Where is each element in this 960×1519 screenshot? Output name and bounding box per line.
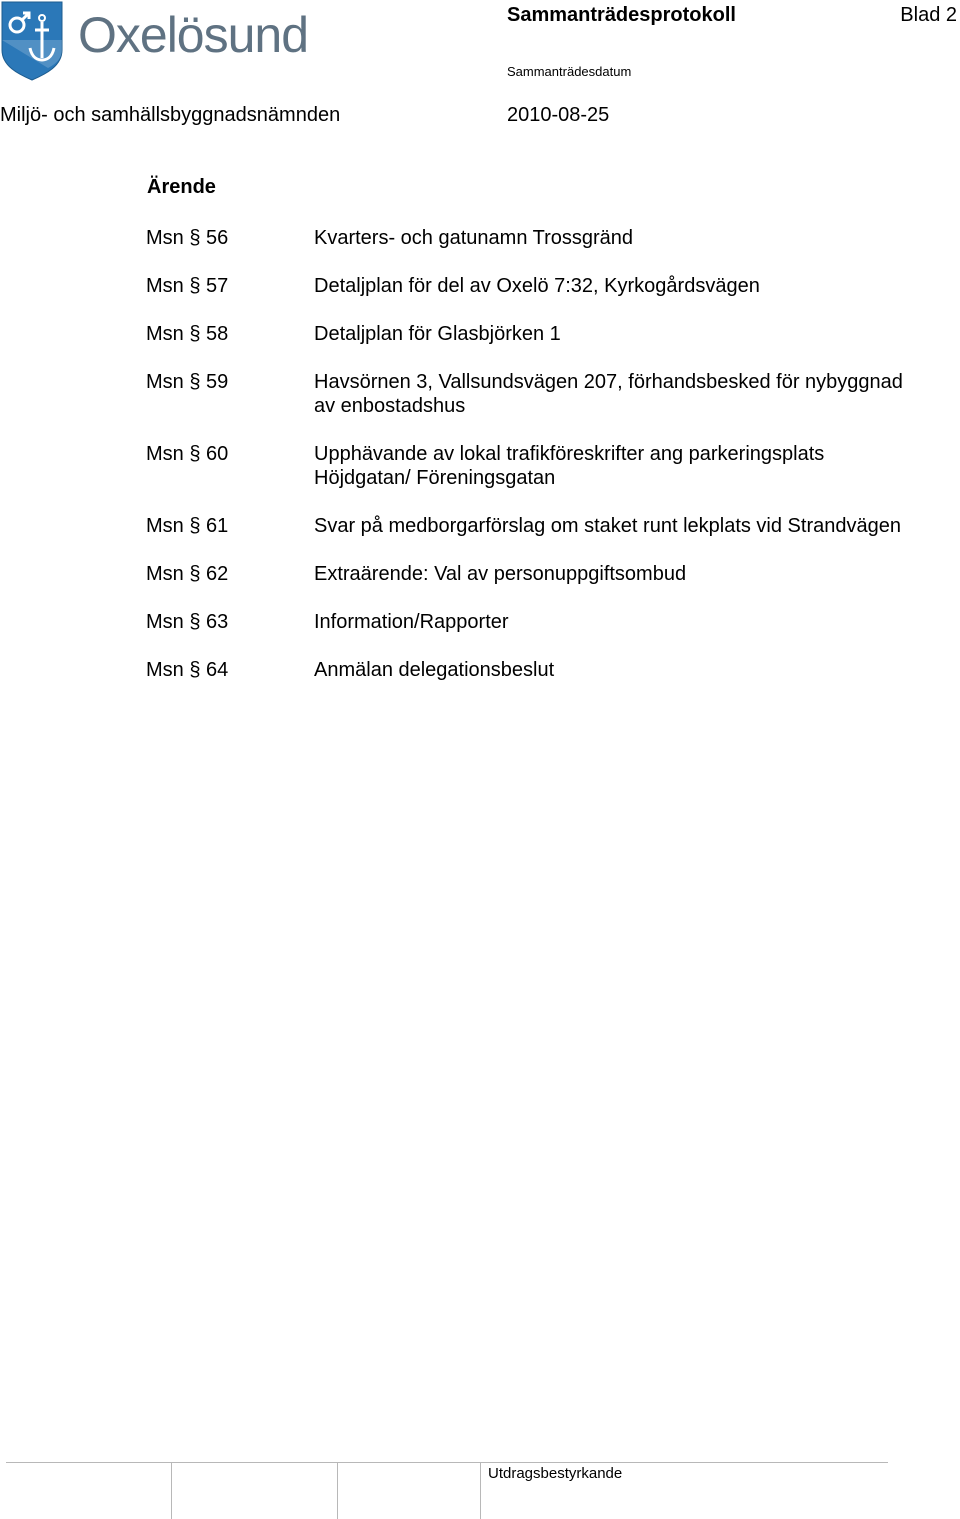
footer-divider [171, 1463, 172, 1519]
agenda-item-number: Msn § 62 [146, 563, 229, 585]
agenda-item [146, 562, 960, 586]
meeting-date-label: Sammanträdesdatum [507, 64, 632, 79]
agenda-item [146, 610, 960, 634]
footer-divider [480, 1463, 481, 1519]
document-title: Sammanträdesprotokoll [507, 4, 736, 26]
agenda-item [146, 442, 960, 490]
agenda-item-title: Anmälan delegationsbeslut [314, 659, 555, 681]
oxelosund-logo [0, 0, 345, 84]
agenda-item-number: Msn § 58 [146, 323, 229, 345]
agenda-item-title: Detaljplan för Glasbjörken 1 [314, 323, 561, 345]
agenda-item-number: Msn § 64 [146, 659, 229, 681]
sheet-number: Blad 2 [900, 4, 957, 26]
certification-label: Utdragsbestyrkande [488, 1465, 623, 1482]
agenda-item [146, 514, 960, 538]
agenda-item-title: Svar på medborgarförslag om staket runt lekplats vid Strandvägen [314, 515, 901, 537]
agenda-item-number: Msn § 59 [146, 371, 229, 393]
agenda-item-title: Detaljplan för del av Oxelö 7:32, Kyrkogårdsvägen [314, 275, 760, 297]
agenda-item [146, 322, 960, 346]
agenda-item-title: Information/Rapporter [314, 611, 509, 633]
agenda-item-number: Msn § 60 [146, 443, 229, 465]
agenda-item-number: Msn § 56 [146, 227, 229, 249]
signature-footer [6, 1462, 888, 1519]
agenda-item-title: Kvarters- och gatunamn Trossgränd [314, 227, 634, 249]
agenda-item-title: Extraärende: Val av personuppgiftsombud [314, 563, 687, 585]
agenda-item [146, 370, 960, 418]
meeting-date: 2010-08-25 [507, 104, 610, 126]
agenda-item [146, 274, 960, 298]
committee-name: Miljö- och samhällsbyggnadsnämnden [0, 104, 341, 126]
agenda-item [146, 226, 960, 250]
agenda-item-number: Msn § 57 [146, 275, 229, 297]
agenda-heading: Ärende [147, 176, 216, 198]
footer-divider [337, 1463, 338, 1519]
agenda-item [146, 658, 960, 682]
agenda-item-number: Msn § 61 [146, 515, 229, 537]
agenda-item-number: Msn § 63 [146, 611, 229, 633]
agenda-item-title: Havsörnen 3, Vallsundsvägen 207, förhandsbesked för nybyggnad av enbostadshus [314, 371, 903, 417]
agenda-list [146, 226, 960, 706]
brand-name: Oxelösund [78, 7, 309, 63]
municipal-crest-icon [0, 0, 64, 82]
agenda-item-title: Upphävande av lokal trafikföreskrifter ang parkeringsplats Höjdgatan/ Föreningsgatan [314, 443, 825, 489]
